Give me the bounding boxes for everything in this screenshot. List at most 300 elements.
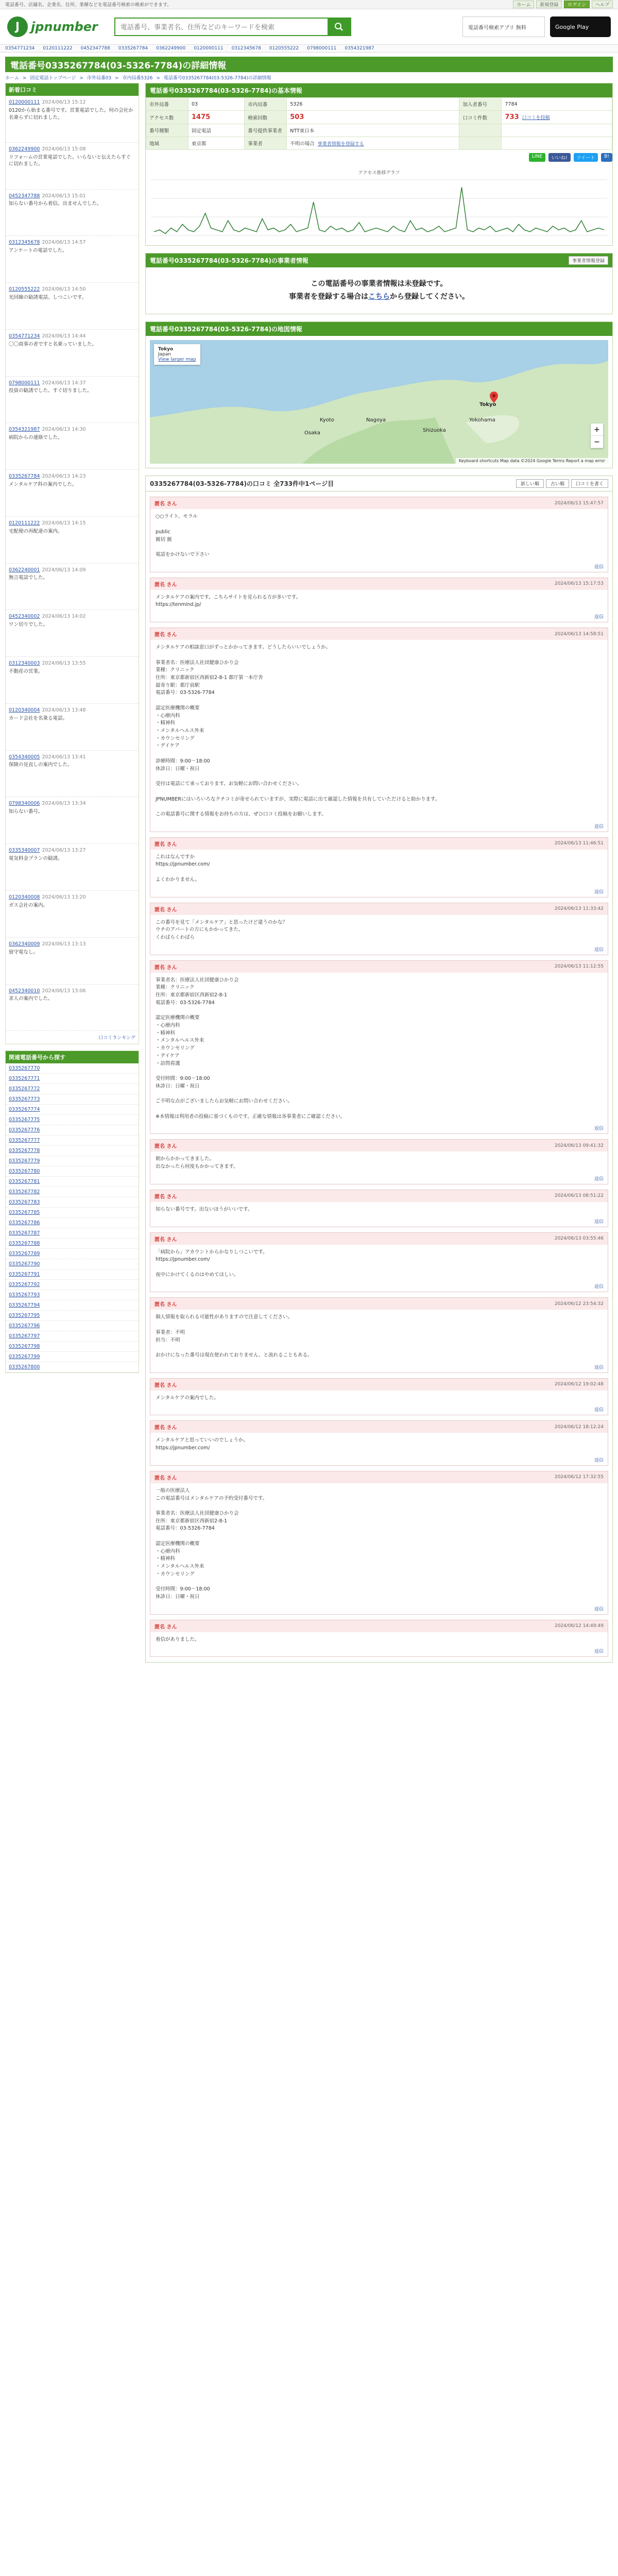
basic-info-table <box>146 97 612 150</box>
review-number-link[interactable]: 0335340007 <box>9 848 40 854</box>
review-post-header <box>150 1379 608 1391</box>
review-number-link[interactable]: 0452340002 <box>9 614 40 620</box>
review-reply-link[interactable]: 返信 <box>594 564 604 570</box>
review-snippet: 0120から始まる番号です。営業電話でした。何の会社か名乗らずに切れました。 <box>9 107 133 121</box>
breadcrumb-area[interactable]: 市外局番03 <box>87 76 112 81</box>
review-post-header <box>150 497 608 509</box>
review-post-header <box>150 578 608 590</box>
site-description: 電話番号、店舗名、企業名、住所、業種などを電話番号検索の検索ができます。 <box>5 3 172 8</box>
line-share-button[interactable]: LINE <box>529 153 545 162</box>
related-number-link[interactable]: 0335267776 <box>6 1125 139 1136</box>
logo-mark: J <box>7 16 28 37</box>
review-snippet: 宅配便の再配達の案内。 <box>9 528 63 534</box>
review-timestamp: 2024/06/13 14:58:51 <box>554 631 604 637</box>
breadcrumb-current: 電話番号0335267784(03-5326-7784)の詳細情報 <box>163 76 271 81</box>
info-key: 番号提供事業者 <box>245 124 287 137</box>
review-number-link[interactable]: 0362340009 <box>9 941 40 947</box>
write-review-button[interactable]: 口コミを書く <box>571 479 608 488</box>
review-body: メンタルケアの案内です。こちらサイトを見られる方が多いです。 https://tenmind.jp/ <box>156 594 301 608</box>
review-snippet: リフォームの営業電話でした。いらないと伝えたらすぐに切れました。 <box>9 154 131 167</box>
info-key: 事業者 <box>245 137 287 150</box>
review-date: 2024/06/13 14:37 <box>42 380 86 386</box>
review-number-link[interactable]: 0354771234 <box>9 333 40 339</box>
review-post <box>150 1190 608 1227</box>
review-number-link[interactable]: 0120340004 <box>9 707 40 713</box>
info-value: 733 口コミを投稿 <box>502 111 612 124</box>
related-numbers-heading: 関連電話番号から探す <box>6 1051 139 1063</box>
related-number-link[interactable]: 0335267783 <box>6 1197 139 1208</box>
review-date: 2024/06/13 14:57 <box>42 240 86 246</box>
map-view[interactable] <box>150 340 608 464</box>
map-larger-link[interactable]: View larger map <box>158 357 196 363</box>
related-number-link[interactable]: 0335267774 <box>6 1105 139 1115</box>
review-post <box>150 1378 608 1416</box>
home-link[interactable]: ホーム <box>513 1 534 8</box>
numbar-link[interactable]: 0335267784 <box>118 46 148 51</box>
review-timestamp: 2024/06/12 17:32:55 <box>554 1475 604 1480</box>
review-date: 2024/06/13 15:08 <box>42 146 86 152</box>
related-number-link[interactable]: 0335267794 <box>6 1300 139 1311</box>
review-body: ○○ライト、モラル public 親切 親 電話をかけないで下さい <box>156 514 210 557</box>
review-date: 2024/06/13 15:12 <box>42 99 86 105</box>
info-row <box>146 98 612 111</box>
review-number-link[interactable]: 0452347788 <box>9 193 40 199</box>
info-row <box>146 137 612 150</box>
review-timestamp: 2024/06/12 23:54:32 <box>554 1301 604 1307</box>
new-reviews-list <box>6 96 139 1031</box>
info-key <box>459 124 502 137</box>
review-timestamp: 2024/06/13 11:33:42 <box>554 906 604 912</box>
review-date: 2024/06/13 14:09 <box>42 567 86 573</box>
numbar-link[interactable]: 0798000111 <box>307 46 337 51</box>
review-post <box>150 1620 608 1657</box>
info-value <box>502 137 612 150</box>
info-value: NTT東日本 <box>287 124 459 137</box>
operator-notice <box>146 267 612 314</box>
iphone-app-badge[interactable]: 電話番号検索アプリ 無料 <box>462 16 545 37</box>
info-value: 1475 <box>188 111 245 124</box>
review-post <box>150 1420 608 1465</box>
info-action-link[interactable]: 事業者情報を登録する <box>317 142 364 147</box>
related-number-link[interactable]: 0335267780 <box>6 1166 139 1177</box>
breadcrumb-sep: > <box>156 76 160 81</box>
top-bar <box>0 0 618 9</box>
review-date: 2024/06/13 14:23 <box>42 473 86 480</box>
numbar-link[interactable]: 0362249900 <box>156 46 186 51</box>
related-number-link[interactable]: 0335267790 <box>6 1259 139 1269</box>
review-author: 匿名 さん <box>154 1144 177 1150</box>
content-wrap <box>0 83 618 1670</box>
map-zoom-controls <box>591 423 603 448</box>
review-post-header <box>150 838 608 850</box>
review-number-link[interactable]: 0354340005 <box>9 754 40 760</box>
review-number-link[interactable]: 0798000111 <box>9 380 40 386</box>
review-post-header <box>150 1298 608 1310</box>
review-snippet: 知らない番号から着信。出ませんでした。 <box>9 201 102 207</box>
review-post-header <box>150 961 608 973</box>
review-date: 2024/06/13 14:44 <box>42 333 86 339</box>
review-number-link[interactable]: 0798340006 <box>9 801 40 807</box>
map-title: 電話番号0335267784(03-5326-7784)の地図情報 <box>150 326 302 333</box>
review-author: 匿名 さん <box>154 907 177 913</box>
review-number-link[interactable]: 0452340010 <box>9 988 40 994</box>
map-label-tokyo: Tokyo <box>479 402 496 408</box>
info-row <box>146 111 612 124</box>
related-number-link[interactable]: 0335267778 <box>6 1146 139 1156</box>
info-value: 東京都 <box>188 137 245 150</box>
breadcrumb-home[interactable]: ホーム <box>5 76 20 81</box>
info-key: 地域 <box>146 137 188 150</box>
new-review-item <box>6 377 139 423</box>
new-review-item <box>6 891 139 938</box>
number-bar <box>0 44 618 53</box>
review-post-header <box>150 628 608 640</box>
review-reply-link[interactable]: 返信 <box>594 1408 604 1413</box>
review-body: 朝からかかってきました。 出なかったら何度もかかってきます。 <box>156 1156 238 1170</box>
search-input[interactable] <box>115 19 328 35</box>
related-number-link[interactable]: 0335267772 <box>6 1084 139 1094</box>
review-post <box>150 1232 608 1293</box>
related-number-link[interactable]: 0335267773 <box>6 1094 139 1105</box>
review-author: 匿名 さん <box>154 1382 177 1388</box>
map-land <box>150 340 608 464</box>
new-review-item <box>6 704 139 751</box>
related-number-link[interactable]: 0335267793 <box>6 1290 139 1300</box>
review-date: 2024/06/13 13:27 <box>42 848 86 854</box>
review-date: 2024/06/13 13:20 <box>42 894 86 901</box>
review-timestamp: 2024/06/13 15:47:57 <box>554 500 604 506</box>
review-post-header <box>150 1620 608 1632</box>
page-title: 電話番号0335267784(03-5326-7784)の詳細情報 <box>5 57 613 72</box>
review-post <box>150 1471 608 1615</box>
map-info-title: Tokyo <box>158 347 174 352</box>
new-review-item <box>6 330 139 377</box>
map-pin-icon <box>490 392 498 403</box>
notice-register-link[interactable]: こちら <box>368 293 390 301</box>
info-key <box>459 137 502 150</box>
review-reply-link[interactable]: 返信 <box>594 1365 604 1370</box>
review-date: 2024/06/13 14:30 <box>42 427 86 433</box>
map-footer: Keyboard shortcuts Map data ©2024 Google Terms Report a map error <box>456 458 608 464</box>
info-action-link[interactable]: 口コミを投稿 <box>522 115 550 121</box>
notice-line1: この電話番号の事業者情報は未登録です。 <box>311 280 448 288</box>
numbar-link[interactable]: 0354771234 <box>5 46 35 51</box>
review-author: 匿名 さん <box>154 1194 177 1200</box>
map-label-kyoto: Kyoto <box>320 417 334 423</box>
info-value <box>502 124 612 137</box>
review-snippet: メンタルケア科の案内でした。 <box>9 481 77 487</box>
review-body: 「病院から」アカウントからかなりしつこいです。 https://jpnumber.com/ 夜中にかけてくるのはやめてほしい。 <box>156 1249 268 1278</box>
review-author: 匿名 さん <box>154 841 177 848</box>
top-links <box>513 1 613 8</box>
review-reply-link[interactable]: 返信 <box>594 824 604 829</box>
map-label-nagoya: Nagoya <box>366 417 386 423</box>
related-number-link[interactable]: 0335267785 <box>6 1208 139 1218</box>
map-label-shizuoka: Shizuoka <box>423 428 446 434</box>
zoom-in-button[interactable]: + <box>591 423 603 436</box>
review-snippet: 不動産の営業。 <box>9 668 43 674</box>
review-reply-link[interactable]: 返信 <box>594 889 604 895</box>
basic-info-title: 電話番号0335267784(03-5326-7784)の基本情報 <box>150 87 302 94</box>
site-logo[interactable] <box>7 13 105 41</box>
basic-info-panel <box>145 83 613 246</box>
notice-line2: 事業者を登録する場合はこちらから登録してください。 <box>289 293 469 301</box>
related-number-link[interactable]: 0335267800 <box>6 1362 139 1372</box>
new-review-item <box>6 938 139 985</box>
related-number-link[interactable]: 0335267775 <box>6 1115 139 1125</box>
review-author: 匿名 さん <box>154 1302 177 1308</box>
info-value: 03 <box>188 98 245 111</box>
info-value: 不明の場合 事業者情報を登録する <box>287 137 459 150</box>
review-reply-link[interactable]: 返信 <box>594 1219 604 1225</box>
review-post <box>150 1297 608 1372</box>
review-post <box>150 837 608 897</box>
review-date: 2024/06/13 14:50 <box>42 286 86 293</box>
review-timestamp: 2024/06/12 19:02:48 <box>554 1382 604 1387</box>
review-timestamp: 2024/06/12 18:12:24 <box>554 1424 604 1430</box>
review-snippet: 〇〇商事の者ですと名乗っていました。 <box>9 341 97 347</box>
related-number-link[interactable]: 0335267777 <box>6 1136 139 1146</box>
new-review-item <box>6 844 139 891</box>
review-body: メンタルケアの相談窓口がずっとかかってきます。どうしたらいいでしょうか。 事業者名：医療法人社団健康ひかり会 業種：クリニック 住所：東京都新宿区西新宿2-8-1 都庁第一本庁舎 最寄り駅：都庁前駅 電話番号：03-5326-7784 認定医療機関の概要 ・心療内科 ・精神科 ・メンタルヘルス外来 ・カウンセリング ・デイケア 診療時間：9:00〜18:00 休診日：日曜・祝日 受付は電話にて承っております。お気軽にお問い合わせください。 JPNUMBERにはいろいろなクチコミが寄せられていますが、実際に電話に出て確認した情報を共有していただけると助かります。 この電話番号に関する情報をお持ちの方は、ぜひ口コミ投稿をお願いします。 <box>156 645 440 817</box>
review-snippet: 光回線の勧誘電話。しつこいです。 <box>9 294 87 300</box>
new-review-item <box>6 797 139 844</box>
breadcrumb-sep: > <box>115 76 119 81</box>
related-number-link[interactable]: 0335267786 <box>6 1218 139 1228</box>
hatena-bookmark-button[interactable]: B! <box>601 153 612 162</box>
review-reply-link[interactable]: 返信 <box>594 1649 604 1655</box>
review-snippet: 知らない番号。 <box>9 809 43 815</box>
review-reply-link[interactable]: 返信 <box>594 1284 604 1290</box>
review-snippet: アンケートの電話でした。 <box>9 248 67 254</box>
info-row <box>146 124 612 137</box>
login-link[interactable]: ログイン <box>564 1 590 8</box>
new-review-item <box>6 657 139 704</box>
review-author: 匿名 さん <box>154 1425 177 1431</box>
review-number-link[interactable]: 0354321987 <box>9 427 40 433</box>
review-post-header <box>150 1421 608 1433</box>
related-number-link[interactable]: 0335267791 <box>6 1269 139 1280</box>
new-reviews-box <box>5 83 139 1044</box>
search-icon <box>334 22 344 31</box>
main-content <box>145 83 613 1670</box>
new-review-item <box>6 985 139 1031</box>
review-number-link[interactable]: 0335267784 <box>9 473 40 480</box>
review-body: 個人情報を取られる可能性がありますので注意してください。 事業者：不明 担当：不明 おかけになった番号は現在使われておりません、と流れることもある。 <box>156 1314 313 1358</box>
reviews-list <box>146 497 612 1657</box>
review-author: 匿名 さん <box>154 1475 177 1481</box>
operator-register-button[interactable]: 事業者情報登録 <box>569 256 608 265</box>
review-timestamp: 2024/06/13 15:17:53 <box>554 581 604 587</box>
review-post <box>150 497 608 572</box>
review-author: 匿名 さん <box>154 582 177 588</box>
review-snippet: 留守電なし。 <box>9 949 39 955</box>
map-panel <box>145 321 613 468</box>
review-timestamp: 2024/06/13 03:55:46 <box>554 1236 604 1241</box>
reviews-title: 0335267784(03-5326-7784)の口コミ 全733件中1ページ目 <box>150 480 334 488</box>
map-info-card <box>154 344 200 365</box>
review-post-header <box>150 1233 608 1245</box>
related-number-link[interactable]: 0335267792 <box>6 1280 139 1290</box>
app-badges <box>462 16 611 37</box>
map-label-yokohama: Yokohama <box>469 417 495 423</box>
review-timestamp: 2024/06/13 11:46:51 <box>554 841 604 846</box>
review-snippet: カード会社を名乗る電話。 <box>9 715 68 721</box>
info-value: 5326 <box>287 98 459 111</box>
info-key: 市内局番 <box>245 98 287 111</box>
related-number-link[interactable]: 0335267787 <box>6 1228 139 1239</box>
review-author: 匿名 さん <box>154 1236 177 1243</box>
review-body: 着信がありました。 <box>156 1636 200 1642</box>
breadcrumb-fixed[interactable]: 固定電話トップページ <box>30 76 76 81</box>
review-number-link[interactable]: 0312345678 <box>9 240 40 246</box>
review-timestamp: 2024/06/13 11:12:55 <box>554 964 604 970</box>
chart-title: アクセス推移グラフ <box>358 171 400 176</box>
review-reply-link[interactable]: 返信 <box>594 615 604 620</box>
chart-line <box>154 187 604 233</box>
sort-oldest[interactable]: 古い順 <box>546 479 569 488</box>
related-number-link[interactable]: 0335267770 <box>6 1063 139 1074</box>
numbar-link[interactable]: 0120000111 <box>194 46 224 51</box>
review-date: 2024/06/13 13:13 <box>42 941 86 947</box>
basic-info-heading <box>146 83 612 97</box>
left-sidebar <box>5 83 139 1670</box>
review-body: 知らない番号です。出ないほうがいいです。 <box>156 1206 253 1212</box>
review-post-header <box>150 903 608 915</box>
review-snippet: 無言電話でした。 <box>9 575 48 581</box>
info-key: 番号種類 <box>146 124 188 137</box>
review-timestamp: 2024/06/13 08:51:22 <box>554 1193 604 1199</box>
access-chart <box>146 165 612 245</box>
new-review-item <box>6 236 139 283</box>
breadcrumb-sep: > <box>22 76 27 81</box>
review-date: 2024/06/13 14:02 <box>42 614 86 620</box>
info-key: 市外局番 <box>146 98 188 111</box>
review-number-link[interactable]: 0120000111 <box>9 99 40 105</box>
review-number-link[interactable]: 0120111222 <box>9 520 40 526</box>
related-number-link[interactable]: 0335267799 <box>6 1352 139 1362</box>
numbar-link[interactable]: 0120555222 <box>269 46 299 51</box>
new-review-item <box>6 190 139 236</box>
related-numbers-list <box>6 1063 139 1372</box>
numbar-link[interactable]: 0312345678 <box>231 46 261 51</box>
new-review-item <box>6 517 139 564</box>
review-snippet: 病院からの連絡でした。 <box>9 435 63 441</box>
related-number-link[interactable]: 0335267779 <box>6 1156 139 1166</box>
review-post <box>150 1139 608 1184</box>
related-number-link[interactable]: 0335267789 <box>6 1249 139 1259</box>
review-snippet: 求人の案内でした。 <box>9 996 53 1002</box>
reviews-heading <box>146 476 612 492</box>
related-number-link[interactable]: 0335267795 <box>6 1311 139 1321</box>
help-link[interactable]: ヘルプ <box>592 1 613 8</box>
review-reply-link[interactable]: 返信 <box>594 1126 604 1132</box>
review-number-link[interactable]: 0362249900 <box>9 146 40 152</box>
breadcrumb <box>5 74 613 81</box>
review-date: 2024/06/13 13:48 <box>42 707 86 713</box>
facebook-like-button[interactable]: いいね! <box>548 153 571 162</box>
related-number-link[interactable]: 0335267782 <box>6 1187 139 1197</box>
review-date: 2024/06/13 13:06 <box>42 988 86 994</box>
new-review-item <box>6 143 139 190</box>
review-author: 匿名 さん <box>154 1624 177 1630</box>
new-review-item <box>6 423 139 470</box>
register-link[interactable]: 新規登録 <box>536 1 562 8</box>
review-date: 2024/06/13 14:15 <box>42 520 86 526</box>
info-key: アクセス数 <box>146 111 188 124</box>
review-body: これはなんですか https://jpnumber.com/ よくわかりません。 <box>156 854 210 883</box>
ranking-link[interactable]: 口コミランキング <box>98 1036 135 1041</box>
review-post <box>150 628 608 832</box>
access-chart-svg <box>151 177 607 239</box>
sort-newest[interactable]: 新しい順 <box>516 479 544 488</box>
info-key: 加入者番号 <box>459 98 502 111</box>
review-number-link[interactable]: 0312340003 <box>9 660 40 667</box>
reviews-controls <box>516 479 608 488</box>
google-play-badge[interactable]: Google Play <box>550 16 611 37</box>
review-reply-link[interactable]: 返信 <box>594 1458 604 1463</box>
new-review-item <box>6 610 139 657</box>
review-date: 2024/06/13 13:55 <box>42 660 86 667</box>
review-number-link[interactable]: 0362240001 <box>9 567 40 573</box>
operator-panel <box>145 253 613 314</box>
review-author: 匿名 さん <box>154 632 177 638</box>
review-post <box>150 903 608 955</box>
operator-heading <box>146 253 612 267</box>
review-body: この番号を見て「メンタルケア」と思ったけど違うのかな？ ウチのアパートの方にもかかってきた。 くわばらくわばら <box>156 919 287 940</box>
review-date: 2024/06/13 15:01 <box>42 193 86 199</box>
info-key: 検索回数 <box>245 111 287 124</box>
review-post-header <box>150 1140 608 1151</box>
related-numbers-box <box>5 1050 139 1373</box>
tweet-button[interactable]: ツイート <box>574 153 598 162</box>
numbar-link[interactable]: 0452347788 <box>80 46 110 51</box>
review-author: 匿名 さん <box>154 964 177 971</box>
review-author: 匿名 さん <box>154 501 177 507</box>
review-post <box>150 960 608 1134</box>
breadcrumb-local[interactable]: 市内局番5326 <box>122 76 153 81</box>
review-body: 一般の医療法人 この電話番号はメンタルケアの予約受付番号です。 事業者名：医療法人社団健康ひかり会 住所：東京都新宿区西新宿2-8-1 電話番号：03-5326-7784 認定医療機関の概要 ・心療内科 ・精神科 ・メンタルヘルス外来 ・カウンセリング 受付時間：9:00〜18:00 休診日：日曜・祝日 <box>156 1487 268 1600</box>
review-number-link[interactable]: 0120340008 <box>9 894 40 901</box>
review-reply-link[interactable]: 返信 <box>594 947 604 953</box>
review-post-header <box>150 1471 608 1483</box>
search-button[interactable] <box>328 19 350 35</box>
info-value: 固定電話 <box>188 124 245 137</box>
numbar-link[interactable]: 0354321987 <box>345 46 374 51</box>
review-date: 2024/06/13 13:41 <box>42 754 86 760</box>
review-timestamp: 2024/06/12 14:49:49 <box>554 1623 604 1629</box>
numbar-link[interactable]: 0120111222 <box>43 46 73 51</box>
related-number-link[interactable]: 0335267788 <box>6 1239 139 1249</box>
zoom-out-button[interactable]: − <box>591 436 603 448</box>
new-review-item <box>6 283 139 330</box>
share-buttons <box>146 150 612 165</box>
related-number-link[interactable]: 0335267781 <box>6 1177 139 1187</box>
related-number-link[interactable]: 0335267796 <box>6 1321 139 1331</box>
review-body: メンタルケアの案内でした。 <box>156 1395 219 1401</box>
search-box <box>114 18 351 36</box>
related-number-link[interactable]: 0335267771 <box>6 1074 139 1084</box>
related-number-link[interactable]: 0335267798 <box>6 1342 139 1352</box>
new-review-item <box>6 564 139 611</box>
related-number-link[interactable]: 0335267797 <box>6 1331 139 1342</box>
info-value: 7784 <box>502 98 612 111</box>
review-body: メンタルケアと思っていいのでしょうか。 https://jpnumber.com/ <box>156 1437 248 1451</box>
review-reply-link[interactable]: 返信 <box>594 1176 604 1182</box>
review-number-link[interactable]: 0120555222 <box>9 286 40 293</box>
new-reviews-heading: 新着口コミ <box>6 83 139 96</box>
review-reply-link[interactable]: 返信 <box>594 1606 604 1612</box>
